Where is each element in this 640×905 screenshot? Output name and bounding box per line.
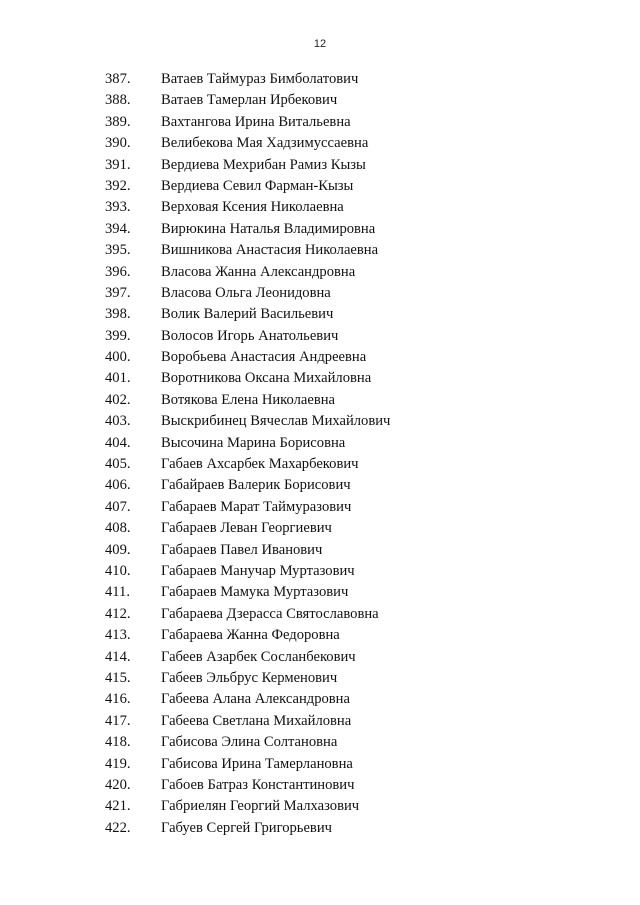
entry-full-name: Габуев Сергей Григорьевич	[161, 819, 332, 836]
entry-number: 401.	[105, 370, 131, 387]
entry-full-name: Габараева Жанна Федоровна	[161, 627, 340, 644]
entry-number: 412.	[105, 605, 131, 622]
entry-full-name: Вирюкина Наталья Владимировна	[161, 220, 376, 237]
entry-number: 418.	[105, 734, 131, 751]
entry-full-name: Власова Ольга Леонидовна	[161, 284, 331, 301]
entry-full-name: Габараева Дзерасса Святославовна	[161, 605, 379, 622]
list-item	[0, 219, 640, 240]
entry-number: 407.	[105, 498, 131, 515]
list-item	[0, 368, 640, 389]
entry-full-name: Верховая Ксения Николаевна	[161, 199, 344, 216]
list-item	[0, 304, 640, 325]
list-item	[0, 262, 640, 283]
entry-full-name: Ватаев Тамерлан Ирбекович	[161, 92, 338, 109]
list-item	[0, 347, 640, 368]
entry-number: 411.	[105, 584, 130, 601]
entry-full-name: Вишникова Анастасия Николаевна	[161, 242, 379, 259]
entry-full-name: Волосов Игорь Анатольевич	[161, 327, 339, 344]
entry-full-name: Воробьева Анастасия Андреевна	[161, 349, 367, 366]
entry-full-name: Габараев Леван Георгиевич	[161, 520, 332, 537]
list-item	[0, 176, 640, 197]
entry-number: 422.	[105, 819, 131, 836]
entry-full-name: Габисова Ирина Тамерлановна	[161, 755, 353, 772]
list-item	[0, 69, 640, 90]
list-item	[0, 454, 640, 475]
entry-number: 387.	[105, 71, 131, 87]
entry-number: 413.	[105, 627, 131, 644]
list-item	[0, 497, 640, 518]
entry-number: 400.	[105, 349, 131, 366]
entry-full-name: Габеев Азарбек Сосланбекович	[161, 648, 356, 665]
entry-number: 391.	[105, 156, 131, 173]
list-item	[0, 711, 640, 732]
entry-number: 420.	[105, 776, 131, 793]
entry-number: 399.	[105, 327, 131, 344]
list-item	[0, 112, 640, 133]
entry-number: 403.	[105, 413, 131, 430]
entry-number: 388.	[105, 92, 131, 109]
entry-full-name: Высочина Марина Борисовна	[161, 434, 346, 451]
list-item	[0, 754, 640, 775]
entry-number: 416.	[105, 691, 131, 708]
entry-number: 421.	[105, 798, 131, 815]
entry-full-name: Вердиева Мехрибан Рамиз Кызы	[161, 156, 366, 173]
entry-number: 390.	[105, 135, 131, 152]
entry-full-name: Габеева Светлана Михайловна	[161, 712, 352, 729]
entry-full-name: Габараев Манучар Муртазович	[161, 562, 355, 579]
entry-full-name: Габараев Павел Иванович	[161, 541, 323, 558]
list-item	[0, 475, 640, 496]
entry-full-name: Волик Валерий Васильевич	[161, 306, 334, 323]
entry-number: 409.	[105, 541, 131, 558]
entry-number: 394.	[105, 220, 131, 237]
list-item	[0, 133, 640, 154]
list-item	[0, 625, 640, 646]
list-item	[0, 390, 640, 411]
entry-full-name: Габеева Алана Александровна	[161, 691, 350, 708]
list-item	[0, 582, 640, 603]
entry-number: 404.	[105, 434, 131, 451]
entry-number: 408.	[105, 520, 131, 537]
list-item	[0, 689, 640, 710]
entry-full-name: Габоев Батраз Константинович	[161, 776, 355, 793]
entry-number: 410.	[105, 562, 131, 579]
list-item	[0, 197, 640, 218]
entry-number: 419.	[105, 755, 131, 772]
entry-full-name: Габараев Мамука Муртазович	[161, 584, 349, 601]
entry-number: 417.	[105, 712, 131, 729]
entry-full-name: Вотякова Елена Николаевна	[161, 391, 336, 408]
entry-number: 414.	[105, 648, 131, 665]
entry-number: 397.	[105, 284, 131, 301]
entry-full-name: Ватаев Таймураз Бимболатович	[161, 71, 359, 87]
list-item	[0, 283, 640, 304]
entry-full-name: Габараев Марат Таймуразович	[161, 498, 352, 515]
entry-number: 395.	[105, 242, 131, 259]
entry-number: 392.	[105, 177, 131, 194]
entry-number: 406.	[105, 477, 131, 494]
list-item	[0, 647, 640, 668]
list-item	[0, 90, 640, 111]
list-item	[0, 818, 640, 839]
entry-number: 405.	[105, 456, 131, 473]
entry-number: 389.	[105, 113, 131, 130]
list-item	[0, 240, 640, 261]
entry-full-name: Габисова Элина Солтановна	[161, 734, 338, 751]
entry-full-name: Габайраев Валерик Борисович	[161, 477, 351, 494]
list-item	[0, 433, 640, 454]
entry-number: 415.	[105, 669, 131, 686]
entry-number: 402.	[105, 391, 131, 408]
list-item	[0, 561, 640, 582]
entry-number: 396.	[105, 263, 131, 280]
entry-full-name: Габеев Эльбрус Керменович	[161, 669, 338, 686]
entry-full-name: Габриелян Георгий Малхазович	[161, 798, 360, 815]
entry-full-name: Габаев Ахсарбек Махарбекович	[161, 456, 359, 473]
name-list	[0, 69, 640, 839]
list-item	[0, 326, 640, 347]
entry-full-name: Вахтангова Ирина Витальевна	[161, 113, 351, 130]
list-item	[0, 518, 640, 539]
list-item	[0, 668, 640, 689]
list-item	[0, 775, 640, 796]
entry-full-name: Власова Жанна Александровна	[161, 263, 356, 280]
list-item	[0, 732, 640, 753]
entry-full-name: Велибекова Мая Хадзимуссаевна	[161, 135, 369, 152]
entry-number: 398.	[105, 306, 131, 323]
list-item	[0, 796, 640, 817]
entry-full-name: Выскрибинец Вячеслав Михайлович	[161, 413, 391, 430]
list-item	[0, 604, 640, 625]
list-item	[0, 411, 640, 432]
entry-number: 393.	[105, 199, 131, 216]
page-number: 12	[313, 38, 327, 50]
list-item	[0, 155, 640, 176]
entry-full-name: Воротникова Оксана Михайловна	[161, 370, 372, 387]
list-item	[0, 540, 640, 561]
entry-full-name: Вердиева Севил Фарман-Кызы	[161, 177, 354, 194]
